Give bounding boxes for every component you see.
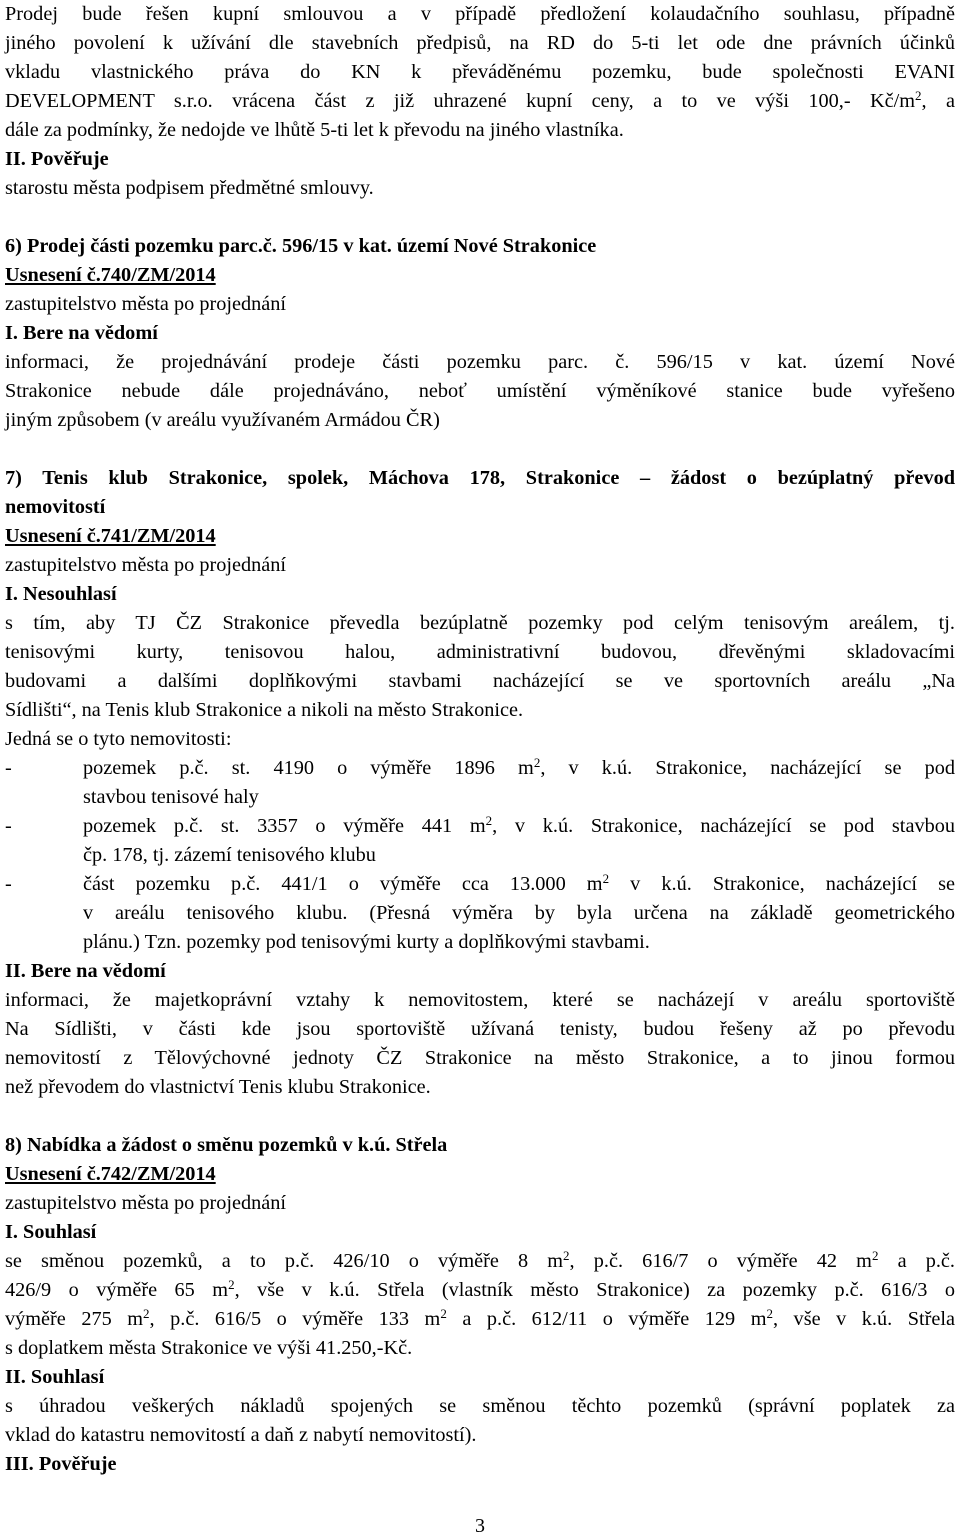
spacer bbox=[5, 1102, 955, 1131]
text-line: výměře 275 $m^2$, p.č. 616/5 o výměře 133 $m^2$ a p.č. 612/11 o výměře 129 $m^2$, vše v k.ú. Střela bbox=[5, 1306, 956, 1330]
text-line: informaci, že projednávání prodeje části pozemku parc. č. 596/15 v kat. území Nové bbox=[5, 351, 955, 373]
section-title-cont: nemovitostí bbox=[5, 496, 106, 518]
resolution-number: Usnesení č.740/ZM/2014 bbox=[5, 264, 216, 286]
superscript: 2 bbox=[228, 1277, 235, 1292]
resolution-intro: zastupitelstvo města po projednání bbox=[5, 554, 287, 576]
resolution-number: Usnesení č.742/ZM/2014 bbox=[5, 1163, 216, 1185]
resolution-heading: I. Bere na vědomí bbox=[5, 322, 158, 344]
superscript: 2 bbox=[602, 871, 610, 886]
spacer bbox=[5, 203, 955, 232]
text-line: pozemek p.č. st. 3357 o výměře 441 $m^2$, v k.ú. Strakonice, nacházející se pod stavbou bbox=[83, 813, 956, 837]
superscript: 2 bbox=[143, 1306, 150, 1321]
text-line: pozemek p.č. st. 4190 o výměře 1896 $m^2$, v k.ú. Strakonice, nacházející se pod bbox=[83, 755, 955, 779]
list-item bbox=[5, 754, 955, 812]
superscript: 2 bbox=[440, 1306, 447, 1321]
section-title: 6) Prodej části pozemku parc.č. 596/15 v kat. území Nové Strakonice bbox=[5, 235, 597, 257]
section-title: 8) Nabídka a žádost o směnu pozemků v k.ú. Střela bbox=[5, 1134, 448, 1156]
text-line: nemovitostí z Tělovýchovné jednoty ČZ Strakonice na město Strakonice, a to jinou formou bbox=[5, 1047, 955, 1069]
resolution-heading: I. Souhlasí bbox=[5, 1221, 97, 1243]
text-line: informaci, že majetkoprávní vztahy k nemovitostem, které se nacházejí v areálu sportoviště bbox=[5, 989, 955, 1011]
text-line: dále za podmínky, že nedojde ve lhůtě 5-ti let k převodu na jiného vlastníka. bbox=[5, 119, 624, 141]
text-line: 426/9 o výměře 65 $m^2$, vše v k.ú. Střela (vlastník město Strakonice) za pozemky p.č. 616/3 o bbox=[5, 1277, 955, 1301]
resolution-heading: II. Bere na vědomí bbox=[5, 960, 166, 982]
superscript: 2 bbox=[533, 755, 541, 770]
text-line: Strakonice nebude dále projednáváno, neboť umístění výměníkové stanice bude vyřešeno bbox=[5, 380, 955, 402]
text-line: se směnou pozemků, a to p.č. 426/10 o výměře 8 $m^2$, p.č. 616/7 o výměře 42 $m^2$ a p.č. bbox=[5, 1248, 955, 1272]
section-title: 7) Tenis klub Strakonice, spolek, Máchova 178, Strakonice – žádost o bezúplatný převod bbox=[5, 467, 955, 489]
text-line: čp. 178, tj. zázemí tenisového klubu bbox=[83, 844, 376, 866]
intro-block bbox=[5, 0, 955, 203]
text-line: Na Sídlišti, v části kde jsou sportoviště užívaná tenisty, budou řešeny až po převodu bbox=[5, 1018, 955, 1040]
resolution-heading: III. Pověřuje bbox=[5, 1453, 117, 1475]
list-item bbox=[5, 870, 955, 957]
text-line: plánu.) Tzn. pozemky pod tenisovými kurty a doplňkovými stavbami. bbox=[83, 931, 650, 953]
section-8 bbox=[5, 1131, 955, 1479]
resolution-heading: I. Nesouhlasí bbox=[5, 583, 117, 605]
heading-poveruje: II. Pověřuje bbox=[5, 148, 109, 170]
list-dash: - bbox=[5, 815, 12, 837]
text-line: tenisovými kurty, tenisovou halou, administrativní budovou, dřevěnými skladovacími bbox=[5, 641, 955, 663]
text-line: Jedná se o tyto nemovitosti: bbox=[5, 728, 232, 750]
text-line: starostu města podpisem předmětné smlouvy. bbox=[5, 177, 374, 199]
text-line: s tím, aby TJ ČZ Strakonice převedla bezúplatně pozemky pod celým tenisovým areálem, tj. bbox=[5, 612, 955, 634]
document-page bbox=[5, 0, 955, 1479]
text-line: vkladu vlastnického práva do KN k převáděnému pozemku, bude společnosti EVANI bbox=[5, 61, 955, 83]
section-6 bbox=[5, 232, 955, 435]
list-item bbox=[5, 812, 955, 870]
superscript: 2 bbox=[563, 1248, 570, 1263]
superscript: 2 bbox=[871, 1248, 879, 1263]
text-line: s úhradou veškerých nákladů spojených se směnou těchto pozemků (správní poplatek za bbox=[5, 1395, 955, 1417]
list-dash: - bbox=[5, 873, 12, 895]
spacer bbox=[5, 435, 955, 464]
superscript: 2 bbox=[766, 1306, 773, 1321]
resolution-number: Usnesení č.741/ZM/2014 bbox=[5, 525, 216, 547]
superscript: 2 bbox=[485, 813, 493, 828]
text-line: část pozemku p.č. 441/1 o výměře cca 13.000 $m^2$ v k.ú. Strakonice, nacházející se bbox=[83, 871, 955, 895]
section-7 bbox=[5, 464, 955, 1102]
text-line: s doplatkem města Strakonice ve výši 41.250,-Kč. bbox=[5, 1337, 413, 1359]
resolution-heading: II. Souhlasí bbox=[5, 1366, 105, 1388]
text-line: Prodej bude řešen kupní smlouvou a v případě předložení kolaudačního souhlasu, případně bbox=[5, 3, 955, 25]
text-line: jiného povolení k užívání dle stavebních předpisů, na RD do 5-ti let ode dne právních účinků bbox=[5, 32, 955, 54]
text-line: budovami a dalšími doplňkovými stavbami nacházející se ve sportovních areálu „Na bbox=[5, 670, 955, 692]
text-line: Sídlišti“, na Tenis klub Strakonice a nikoli na město Strakonice. bbox=[5, 699, 524, 721]
text-line: než převodem do vlastnictví Tenis klubu Strakonice. bbox=[5, 1076, 431, 1098]
page-number: 3 bbox=[475, 1515, 485, 1537]
superscript: 2 bbox=[915, 88, 922, 103]
text-line: v areálu tenisového klubu. (Přesná výměra by byla určena na základě geometrického bbox=[83, 902, 955, 924]
text-line: DEVELOPMENT s.r.o. vrácena část z již uhrazené kupní ceny, a to ve výši 100,- $Kč/m^2$, a bbox=[5, 88, 955, 112]
text-line: stavbou tenisové haly bbox=[83, 786, 259, 808]
resolution-intro: zastupitelstvo města po projednání bbox=[5, 1192, 287, 1214]
list-dash: - bbox=[5, 757, 12, 779]
resolution-intro: zastupitelstvo města po projednání bbox=[5, 293, 287, 315]
text-line: jiným způsobem (v areálu využívaném Armádou ČR) bbox=[5, 409, 440, 431]
text-line: vklad do katastru nemovitostí a daň z nabytí nemovitostí). bbox=[5, 1424, 477, 1446]
